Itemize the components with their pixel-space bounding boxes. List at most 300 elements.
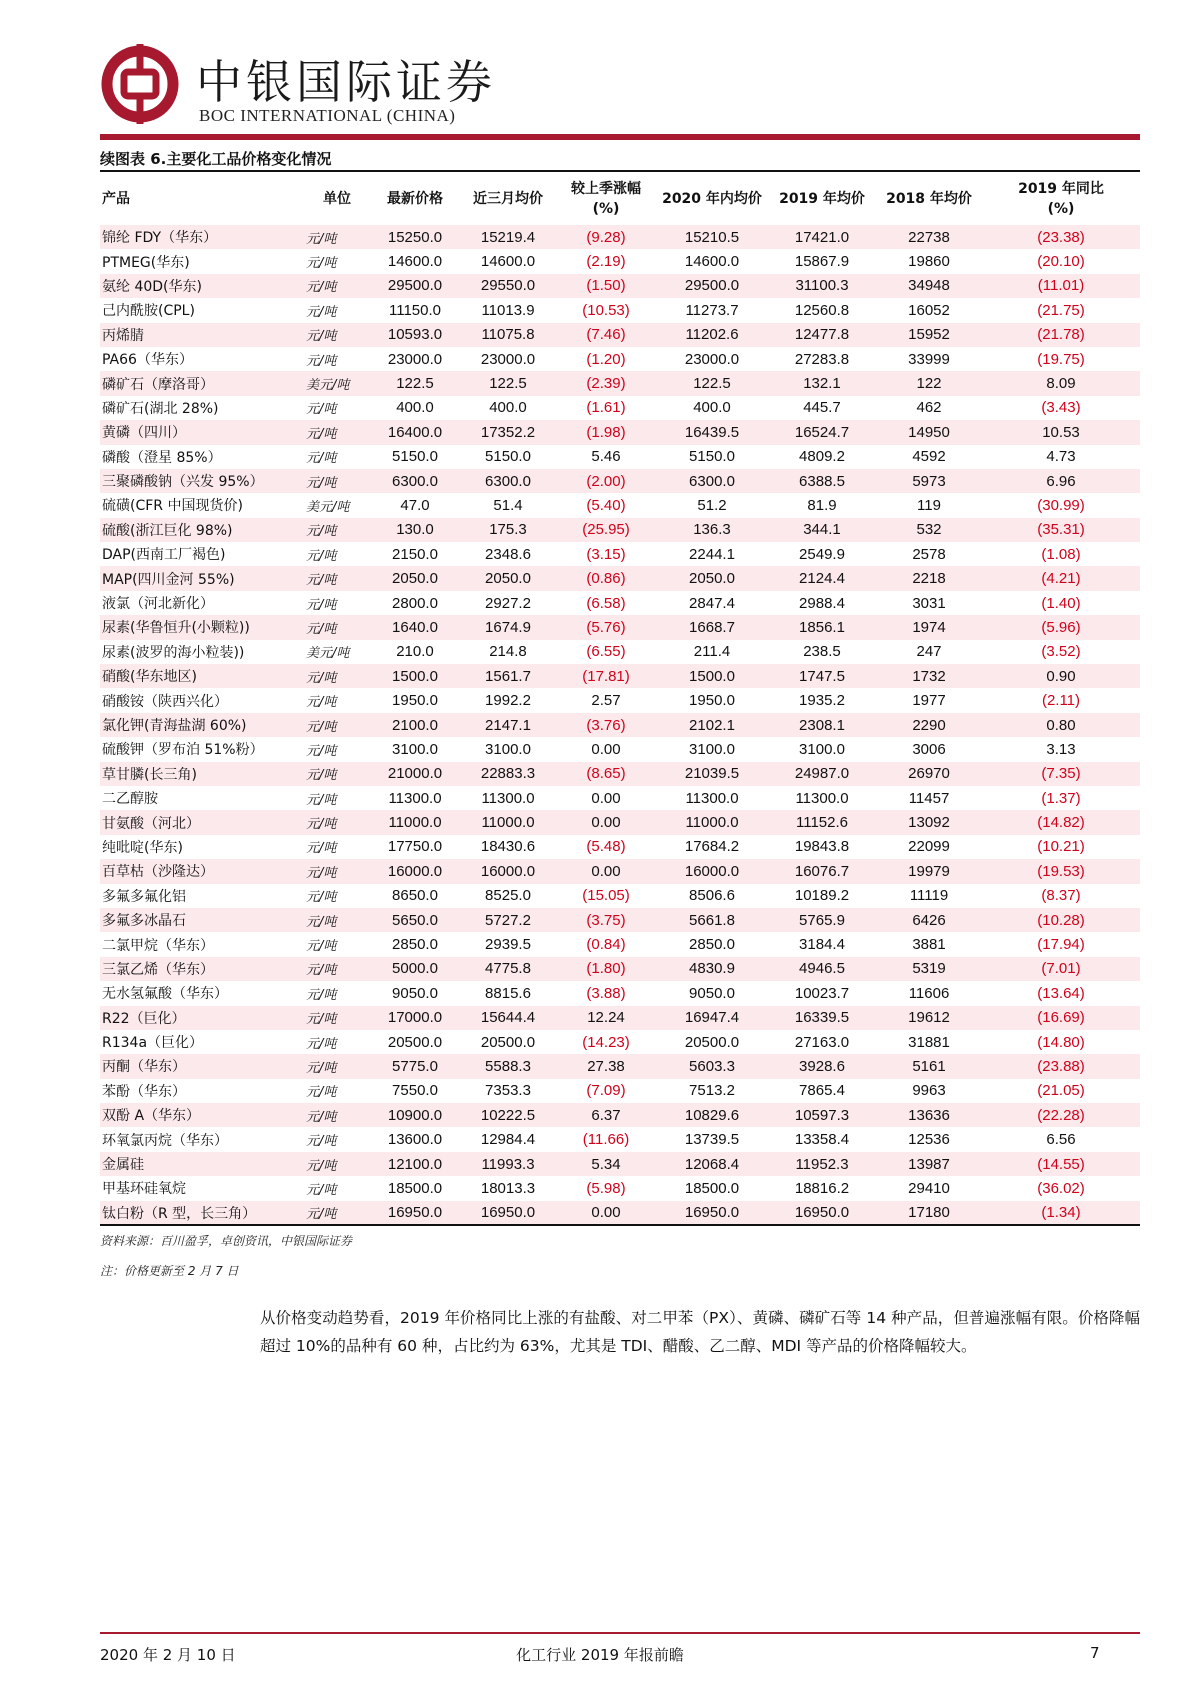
table-cell: 1992.2	[485, 692, 531, 710]
table-cell: 15867.9	[794, 253, 850, 271]
table-cell: 多氟多冰晶石	[100, 908, 304, 932]
table-cell: 214.8	[489, 643, 527, 661]
table-cell: 445.7	[803, 399, 841, 417]
table-cell: 11152.6	[768, 810, 876, 834]
table-cell: 13092	[876, 810, 982, 834]
table-cell: 81.9	[807, 496, 837, 514]
table-cell: 1674.9	[460, 615, 556, 639]
table-cell: 元/吨	[306, 1134, 337, 1150]
table-cell: R134a（巨化）	[102, 1035, 204, 1052]
table-cell: 12.24	[556, 1006, 656, 1030]
table-cell: 17000.0	[370, 1006, 460, 1030]
table-cell: 11119	[909, 887, 949, 905]
table-cell: 15210.5	[656, 225, 768, 249]
table-cell: 3881	[912, 936, 946, 954]
col-header: 近三月均价	[473, 191, 543, 207]
table-cell: 硫酸钾（罗布泊 51%粉）	[102, 742, 264, 759]
table-row	[100, 859, 1140, 883]
table-cell: 12068.4	[656, 1152, 768, 1176]
table-cell: 47.0	[400, 496, 430, 514]
table-cell: 12984.4	[480, 1131, 536, 1149]
table-cell: 元/吨	[306, 256, 337, 272]
table-cell: (7.46)	[556, 323, 656, 347]
table-cell: (5.48)	[586, 838, 626, 856]
table-cell: 11457	[908, 789, 950, 807]
table-cell: 磷酸（澄星 85%）	[102, 449, 222, 466]
table-cell: 元/吨	[304, 713, 370, 737]
table-cell: (14.80)	[1037, 1033, 1085, 1051]
table-cell: 11300.0	[685, 789, 739, 807]
table-cell: 5.34	[556, 1152, 656, 1176]
table-cell: 122	[876, 371, 982, 395]
table-cell: 119	[917, 496, 941, 514]
table-cell: 锦纶 FDY（华东）	[100, 225, 304, 249]
col-header: 2019 年均价	[779, 191, 865, 207]
table-cell: 元/吨	[304, 323, 370, 347]
table-cell: 10597.3	[768, 1103, 876, 1127]
table-cell: 19612	[876, 1006, 982, 1030]
table-cell: 5161	[876, 1054, 982, 1078]
table-header	[100, 173, 1140, 225]
table-cell: 2847.4	[689, 594, 735, 612]
table-cell: 环氧氯丙烷（华东）	[102, 1132, 228, 1149]
table-row	[100, 1103, 1140, 1127]
table-cell: 16000.0	[370, 859, 460, 883]
table-cell: 22883.3	[460, 762, 556, 786]
table-cell: 14600.0	[480, 253, 536, 271]
table-cell: 13739.5	[684, 1131, 740, 1149]
table-bottom-rule	[100, 1224, 1140, 1226]
table-body	[100, 225, 1140, 1225]
table-cell: (16.69)	[982, 1006, 1140, 1030]
table-cell: 29410	[908, 1179, 950, 1197]
table-cell: 元/吨	[306, 597, 337, 613]
table-cell: 6.37	[556, 1103, 656, 1127]
table-cell: 10900.0	[370, 1103, 460, 1127]
table-cell: 5588.3	[460, 1054, 556, 1078]
table-cell: 氨纶 40D(华东)	[100, 274, 304, 298]
table-cell: 1640.0	[370, 615, 460, 639]
table-cell: 元/吨	[306, 1036, 337, 1052]
table-cell: 2124.4	[768, 566, 876, 590]
table-row	[100, 688, 1140, 712]
table-cell: 元/吨	[306, 890, 337, 906]
table-cell: 磷矿石(湖北 28%)	[102, 400, 219, 417]
table-cell: 122.5	[370, 371, 460, 395]
table-cell: 18816.2	[794, 1179, 850, 1197]
table-cell: 4830.9	[656, 957, 768, 981]
table-cell: 12536	[908, 1131, 950, 1149]
table-cell: 1950.0	[392, 692, 438, 710]
table-cell: 16439.5	[656, 420, 768, 444]
col-header: 2020 年内均价	[662, 191, 762, 207]
table-cell: 2150.0	[392, 545, 438, 563]
table-row	[100, 640, 1140, 664]
table-cell: 8506.6	[689, 887, 735, 905]
table-cell: 8525.0	[485, 887, 531, 905]
table-cell: 29550.0	[460, 274, 556, 298]
table-cell: 3184.4	[799, 936, 845, 954]
table-cell: 16950.0	[370, 1201, 460, 1225]
table-cell: 16950.0	[656, 1201, 768, 1225]
table-cell: 6300.0	[656, 469, 768, 493]
table-cell: 硫磺(CFR 中国现货价)	[102, 498, 243, 515]
table-cell: 20500.0	[387, 1033, 443, 1051]
table-cell: 2218	[876, 566, 982, 590]
table-cell: 2800.0	[392, 594, 438, 612]
table-cell: (17.81)	[556, 664, 656, 688]
table-cell: 甘氨酸（河北）	[100, 810, 304, 834]
table-cell: (6.58)	[586, 594, 626, 612]
table-cell: 元/吨	[304, 1201, 370, 1225]
table-row	[100, 810, 1140, 834]
table-cell: 元/吨	[304, 566, 370, 590]
table-cell: 甲基环硅氧烷	[102, 1181, 186, 1198]
table-cell: 20500.0	[684, 1033, 740, 1051]
table-row	[100, 1054, 1140, 1078]
table-row	[100, 932, 1140, 956]
table-cell: 草甘膦(长三角)	[100, 762, 304, 786]
table-cell: 5603.3	[656, 1054, 768, 1078]
update-note: 注：价格更新至 2 月 7 日	[100, 1264, 239, 1278]
table-cell: 美元/吨	[306, 646, 350, 662]
table-cell: 16076.7	[768, 859, 876, 883]
table-row	[100, 469, 1140, 493]
table-cell: (17.94)	[1037, 936, 1085, 954]
table-cell: (25.95)	[556, 518, 656, 542]
table-cell: DAP(西南工厂褐色)	[102, 547, 226, 564]
table-cell: 0.80	[982, 713, 1140, 737]
table-cell: (7.35)	[982, 762, 1140, 786]
table-cell: 1732	[876, 664, 982, 688]
table-cell: 15250.0	[370, 225, 460, 249]
table-cell: (14.82)	[982, 810, 1140, 834]
table-cell: 元/吨	[306, 304, 337, 320]
table-cell: 24987.0	[768, 762, 876, 786]
table-cell: (2.11)	[1041, 692, 1081, 710]
table-cell: 19979	[876, 859, 982, 883]
table-cell: 元/吨	[306, 792, 337, 808]
table-cell: 4775.8	[460, 957, 556, 981]
table-cell: (21.78)	[982, 323, 1140, 347]
table-cell: 16052	[908, 301, 950, 319]
table-cell: 2348.6	[485, 545, 531, 563]
table-cell: 元/吨	[306, 743, 337, 759]
table-cell: (2.00)	[556, 469, 656, 493]
table-cell: (2.19)	[586, 253, 626, 271]
col-header: 单位	[323, 191, 351, 207]
table-cell: (20.10)	[1037, 253, 1085, 271]
table-cell: 钛白粉（R 型，长三角）	[100, 1201, 304, 1225]
table-cell: (8.37)	[1041, 887, 1081, 905]
table-cell: 238.5	[803, 643, 841, 661]
table-cell: 3100.0	[392, 740, 438, 758]
table-row	[100, 1127, 1140, 1151]
table-cell: 2050.0	[370, 566, 460, 590]
table-cell: 21000.0	[370, 762, 460, 786]
table-cell: 5000.0	[370, 957, 460, 981]
table-cell: 5973	[876, 469, 982, 493]
footer-date: 2020 年 2 月 10 日	[100, 1646, 236, 1664]
table-cell: 6.96	[982, 469, 1140, 493]
table-cell: 23000.0	[480, 350, 536, 368]
page-number: 7	[1090, 1644, 1100, 1662]
table-cell: 16950.0	[768, 1201, 876, 1225]
table-cell: MAP(四川金河 55%)	[100, 566, 304, 590]
table-title: 续图表 6.主要化工品价格变化情况	[100, 150, 332, 168]
table-cell: 5775.0	[370, 1054, 460, 1078]
table-cell: 5150.0	[689, 448, 735, 466]
table-cell: 5150.0	[392, 448, 438, 466]
table-cell: 氯化钾(青海盐湖 60%)	[100, 713, 304, 737]
table-cell: 2147.1	[460, 713, 556, 737]
table-cell: 元/吨	[304, 762, 370, 786]
table-cell: 136.3	[656, 518, 768, 542]
boc-logo-icon	[100, 44, 180, 124]
table-cell: 元/吨	[304, 1006, 370, 1030]
table-cell: 7550.0	[392, 1082, 438, 1100]
table-cell: 13600.0	[387, 1131, 443, 1149]
table-cell: R22（巨化）	[100, 1006, 304, 1030]
table-cell: 元/吨	[306, 353, 337, 369]
table-cell: (10.53)	[582, 301, 630, 319]
table-cell: 3.13	[1046, 740, 1076, 758]
table-cell: 27163.0	[794, 1033, 850, 1051]
table-cell: 344.1	[768, 518, 876, 542]
table-cell: 11952.3	[768, 1152, 876, 1176]
table-cell: 无水氢氟酸（华东）	[102, 986, 228, 1003]
table-cell: (3.15)	[586, 545, 626, 563]
source-note: 资料来源：百川盈孚，卓创资讯，中银国际证券	[100, 1234, 353, 1248]
table-cell: 15644.4	[460, 1006, 556, 1030]
table-cell: 0.00	[556, 1201, 656, 1225]
table-cell: 462	[916, 399, 942, 417]
footer-divider	[100, 1632, 1140, 1634]
table-cell: (36.02)	[1037, 1179, 1085, 1197]
table-cell: 黄磷（四川）	[100, 420, 304, 444]
table-cell: 2050.0	[656, 566, 768, 590]
table-cell: 2578	[912, 545, 946, 563]
table-cell: 5650.0	[370, 908, 460, 932]
table-cell: 元/吨	[304, 615, 370, 639]
table-cell: 17750.0	[387, 838, 443, 856]
table-cell: 11300.0	[481, 789, 535, 807]
table-cell: (11.66)	[582, 1131, 630, 1149]
table-cell: (1.50)	[556, 274, 656, 298]
table-cell: 2290	[876, 713, 982, 737]
table-cell: (1.98)	[556, 420, 656, 444]
table-cell: 2850.0	[689, 936, 735, 954]
table-cell: 2927.2	[485, 594, 531, 612]
table-cell: 0.00	[556, 859, 656, 883]
table-cell: 苯酚（华东）	[102, 1083, 186, 1100]
table-cell: 5319	[876, 957, 982, 981]
table-cell: 元/吨	[304, 957, 370, 981]
table-cell: 元/吨	[306, 548, 337, 564]
table-row	[100, 371, 1140, 395]
table-row	[100, 249, 1140, 273]
table-cell: 硝酸铵（陕西兴化）	[102, 693, 228, 710]
table-cell: 122.5	[460, 371, 556, 395]
table-cell: 11000.0	[656, 810, 768, 834]
page-header	[100, 40, 1140, 140]
table-cell: (15.05)	[582, 887, 630, 905]
table-cell: 1856.1	[768, 615, 876, 639]
col-header: 2019 年同比 (%)	[1018, 181, 1104, 217]
table-cell: 2244.1	[689, 545, 735, 563]
table-cell: (5.40)	[586, 496, 626, 514]
table-row	[100, 298, 1140, 322]
table-cell: (3.75)	[556, 908, 656, 932]
table-cell: 33999	[908, 350, 950, 368]
table-row	[100, 1201, 1140, 1225]
table-cell: 己内酰胺(CPL)	[102, 303, 195, 320]
table-cell: 1561.7	[460, 664, 556, 688]
table-cell: 23000.0	[387, 350, 443, 368]
table-cell: 硝酸(华东地区)	[100, 664, 304, 688]
table-cell: (22.28)	[982, 1103, 1140, 1127]
table-cell: 400.0	[396, 399, 434, 417]
table-cell: 10189.2	[794, 887, 850, 905]
table-cell: 二乙醇胺	[102, 791, 158, 808]
table-cell: 8.09	[982, 371, 1140, 395]
table-cell: 0.00	[591, 740, 621, 758]
table-cell: 9050.0	[392, 984, 438, 1002]
table-cell: 尿素(华鲁恒升(小颗粒))	[100, 615, 304, 639]
table-cell: 1977	[912, 692, 946, 710]
table-cell: 18430.6	[480, 838, 536, 856]
table-cell: (13.64)	[1037, 984, 1085, 1002]
table-cell: 26970	[876, 762, 982, 786]
table-row	[100, 981, 1140, 1005]
analysis-paragraph: 从价格变动趋势看，2019 年价格同比上涨的有盐酸、对二甲苯（PX）、黄磷、磷矿石等 14 种产品，但普遍涨幅有限。价格降幅超过 10%的品种有 60 种，占比约为 63%，尤其是 TDI、醋酸、乙二醇、MDI 等产品的价格降幅较大。	[260, 1309, 1140, 1355]
table-cell: (7.09)	[586, 1082, 626, 1100]
table-cell: 6426	[876, 908, 982, 932]
table-row	[100, 1176, 1140, 1200]
table-cell: 18013.3	[480, 1179, 536, 1197]
table-cell: 6300.0	[370, 469, 460, 493]
table-row	[100, 1152, 1140, 1176]
table-row	[100, 225, 1140, 249]
table-cell: (5.98)	[586, 1179, 626, 1197]
table-cell: 3100.0	[485, 740, 531, 758]
table-row	[100, 1006, 1140, 1030]
table-row	[100, 786, 1140, 810]
table-cell: 211.4	[693, 643, 731, 661]
table-cell: 12477.8	[768, 323, 876, 347]
footer-report-title: 化工行业 2019 年报前瞻	[516, 1646, 684, 1664]
table-row	[100, 957, 1140, 981]
table-cell: 16400.0	[370, 420, 460, 444]
table-cell: 11075.8	[460, 323, 556, 347]
table-cell: 175.3	[460, 518, 556, 542]
table-cell: (1.80)	[556, 957, 656, 981]
table-cell: 5661.8	[656, 908, 768, 932]
table-cell: 12560.8	[794, 301, 850, 319]
table-row	[100, 323, 1140, 347]
table-cell: 1974	[876, 615, 982, 639]
table-cell: (2.39)	[556, 371, 656, 395]
table-row	[100, 566, 1140, 590]
table-cell: 元/吨	[304, 420, 370, 444]
table-cell: 2988.4	[799, 594, 845, 612]
table-cell: 2100.0	[370, 713, 460, 737]
table-cell: 磷矿石（摩洛哥）	[100, 371, 304, 395]
table-cell: 美元/吨	[304, 371, 370, 395]
table-cell: 2549.9	[799, 545, 845, 563]
table-cell: 10222.5	[460, 1103, 556, 1127]
table-cell: (1.20)	[586, 350, 626, 368]
table-cell: 4592	[912, 448, 946, 466]
table-cell: 14600.0	[387, 253, 443, 271]
table-cell: 1935.2	[799, 692, 845, 710]
table-cell: 16000.0	[460, 859, 556, 883]
table-cell: 元/吨	[306, 1182, 337, 1198]
table-row	[100, 884, 1140, 908]
table-row	[100, 542, 1140, 566]
table-cell: 210.0	[396, 643, 434, 661]
table-cell: 元/吨	[304, 518, 370, 542]
table-cell: 16339.5	[768, 1006, 876, 1030]
table-cell: 11013.9	[481, 301, 535, 319]
table-cell: 元/吨	[304, 225, 370, 249]
table-cell: 23000.0	[684, 350, 740, 368]
table-cell: 11000.0	[460, 810, 556, 834]
table-cell: 元/吨	[306, 987, 337, 1003]
table-cell: 8815.6	[485, 984, 531, 1002]
table-cell: 20500.0	[480, 1033, 536, 1051]
table-cell: 丙烯腈	[100, 323, 304, 347]
table-cell: 5765.9	[768, 908, 876, 932]
table-row	[100, 274, 1140, 298]
table-cell: (19.53)	[982, 859, 1140, 883]
table-cell: 18500.0	[387, 1179, 443, 1197]
table-cell: 元/吨	[304, 664, 370, 688]
table-cell: 元/吨	[304, 908, 370, 932]
table-cell: 17421.0	[768, 225, 876, 249]
table-cell: (3.76)	[556, 713, 656, 737]
table-cell: 13987	[876, 1152, 982, 1176]
table-cell: 1747.5	[768, 664, 876, 688]
header-divider	[100, 134, 1140, 140]
table-row	[100, 615, 1140, 639]
table-cell: (14.23)	[582, 1033, 630, 1051]
table-row	[100, 445, 1140, 469]
table-cell: 16947.4	[656, 1006, 768, 1030]
table-cell: 14950	[876, 420, 982, 444]
table-cell: 液氯（河北新化）	[102, 596, 214, 613]
table-cell: 5.46	[591, 448, 621, 466]
table-cell: 16524.7	[768, 420, 876, 444]
table-cell: 元/吨	[306, 1085, 337, 1101]
table-cell: 11300.0	[795, 789, 849, 807]
table-cell: 27.38	[556, 1054, 656, 1078]
table-row	[100, 591, 1140, 615]
table-cell: 元/吨	[306, 695, 337, 711]
table-cell: 金属硅	[100, 1152, 304, 1176]
table-cell: 2050.0	[460, 566, 556, 590]
table-cell: 尿素(波罗的海小粒装))	[102, 644, 245, 661]
table-cell: (10.28)	[982, 908, 1140, 932]
table-cell: 15952	[876, 323, 982, 347]
table-cell: PA66（华东）	[102, 352, 193, 369]
table-cell: 532	[876, 518, 982, 542]
table-cell: 0.00	[556, 810, 656, 834]
table-cell: 3100.0	[799, 740, 845, 758]
table-cell: (8.65)	[556, 762, 656, 786]
table-cell: 2.57	[591, 692, 621, 710]
table-cell: (19.75)	[1037, 350, 1085, 368]
